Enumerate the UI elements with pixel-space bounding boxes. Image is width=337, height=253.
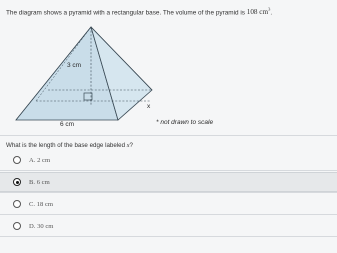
divider-a [0,170,337,171]
option-c-text: C. 18 cm [29,200,54,208]
not-to-scale-note: * not drawn to scale [156,119,214,126]
base-width-label: x [147,103,151,110]
divider-c [0,214,337,215]
prompt-period: . [270,9,273,17]
question-text [6,142,133,149]
question-mark: ? [129,142,133,149]
answer-option-b[interactable] [0,172,337,192]
height-label: 3 cm [67,62,82,69]
question-prompt [6,7,272,16]
divider-top [0,135,337,136]
option-a-text: A. 2 cm [29,156,51,164]
divider-d [0,236,337,237]
radio-button-a[interactable] [13,156,21,164]
answer-option-c[interactable] [0,194,337,214]
prompt-text: The diagram shows a pyramid with a rectangular base. The volume of the pyramid is [6,9,245,17]
option-b-text: B. 6 cm [29,178,50,186]
radio-button-d[interactable] [13,222,21,230]
question-variable: x [126,142,130,149]
radio-button-c[interactable] [13,200,21,208]
base-length-label: 6 cm [60,121,75,128]
question-body: What is the length of the base edge labeled [6,142,126,149]
volume-value: 108 $cm^3$ [246,7,271,17]
answer-option-a[interactable] [0,150,337,170]
pyramid-diagram [0,16,337,136]
divider-b [0,192,337,193]
option-d-text: D. 30 cm [29,222,54,230]
pyramid-svg [0,16,337,136]
radio-button-b[interactable] [13,178,21,186]
answer-option-d[interactable] [0,216,337,236]
